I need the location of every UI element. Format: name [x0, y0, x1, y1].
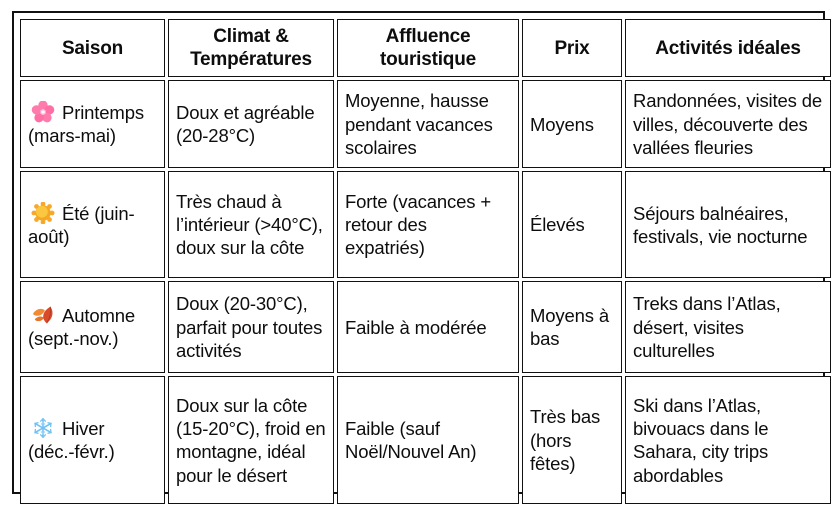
cell-activites-automne: Treks dans l’Atlas, désert, visites culturelles — [625, 281, 831, 373]
table-row — [20, 376, 831, 504]
column-header-affluence-line1: Affluence — [385, 26, 471, 47]
cell-activites-printemps: Randonnées, visites de villes, découverte des vallées fleuries — [625, 80, 831, 168]
column-header-affluence-line2: touristique — [380, 49, 476, 71]
cell-prix-hiver: Très bas (hors fêtes) — [522, 376, 622, 504]
table-header-row — [20, 19, 831, 77]
column-header-activites: Activités idéales — [625, 19, 831, 77]
cell-saison-hiver — [20, 376, 165, 504]
season-name-printemps: Printemps — [62, 102, 144, 124]
cell-affluence-ete: Forte (vacances + retour des expatriés) — [337, 171, 519, 278]
cell-climat-ete: Très chaud à l’intérieur (>40°C), doux sur la côte — [168, 171, 334, 278]
cell-affluence-hiver: Faible (sauf Noël/Nouvel An) — [337, 376, 519, 504]
cell-prix-printemps: Moyens — [522, 80, 622, 168]
season-months-automne: (sept.-nov.) — [28, 328, 119, 350]
snowflake-icon — [30, 417, 56, 439]
table-row — [20, 80, 831, 168]
season-name-ete: Été (juin- — [62, 202, 135, 224]
sun-icon — [30, 202, 56, 224]
season-months-hiver: (déc.-févr.) — [28, 441, 115, 463]
cell-activites-ete: Séjours balnéaires, festivals, vie nocturne — [625, 171, 831, 278]
cell-climat-hiver: Doux sur la côte (15-20°C), froid en montagne, idéal pour le désert — [168, 376, 334, 504]
cherry-blossom-icon — [30, 101, 56, 123]
season-comparison-table-frame — [12, 11, 825, 494]
cell-prix-ete: Élevés — [522, 171, 622, 278]
season-months-printemps: (mars-mai) — [28, 125, 116, 147]
season-name-automne: Automne — [62, 305, 135, 327]
cell-climat-automne: Doux (20-30°C), parfait pour toutes activités — [168, 281, 334, 373]
cell-saison-printemps — [20, 80, 165, 168]
cell-activites-hiver: Ski dans l’Atlas, bivouacs dans le Sahara, city trips abordables — [625, 376, 831, 504]
cell-prix-automne: Moyens à bas — [522, 281, 622, 373]
season-comparison-table — [17, 16, 834, 507]
column-header-prix: Prix — [522, 19, 622, 77]
cell-affluence-printemps: Moyenne, hausse pendant vacances scolaires — [337, 80, 519, 168]
cell-saison-automne — [20, 281, 165, 373]
table-row — [20, 171, 831, 278]
column-header-climat-line1: Climat & — [213, 26, 289, 47]
column-header-climat-line2: Températures — [190, 49, 312, 71]
cell-saison-ete — [20, 171, 165, 278]
column-header-affluence — [337, 19, 519, 77]
season-months-ete: août) — [28, 225, 70, 247]
column-header-saison: Saison — [20, 19, 165, 77]
table-row — [20, 281, 831, 373]
cell-affluence-automne: Faible à modérée — [337, 281, 519, 373]
cell-climat-printemps: Doux et agréable (20-28°C) — [168, 80, 334, 168]
column-header-climat — [168, 19, 334, 77]
season-name-hiver: Hiver — [62, 418, 105, 440]
fallen-leaf-icon — [30, 304, 56, 326]
